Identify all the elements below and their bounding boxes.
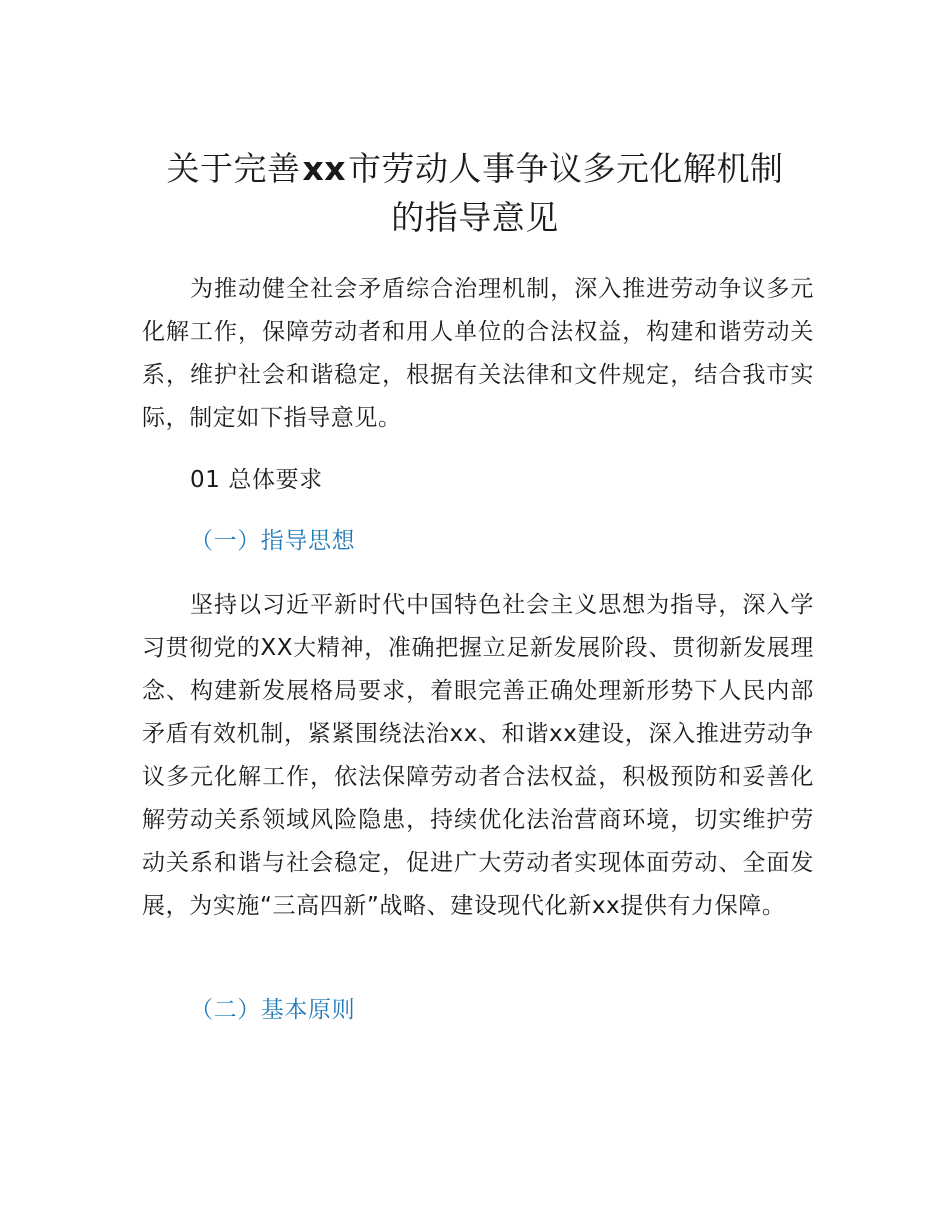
guiding-ideology-paragraph: 坚持以习近平新时代中国特色社会主义思想为指导，深入学习贯彻党的XX大精神，准确把握立足新发展阶段、贯彻新发展理念、构建新发展格局要求，着眼完善正确处理新形势下人民内部矛盾有效机制，紧紧围绕法治xx、和谐xx建设，深入推进劳动争议多元化解工作，依法保障劳动者合法权益，积极预防和妥善化解劳动关系领域风险隐患，持续优化法治营商环境，切实维护劳动关系和谐与社会稳定，促进广大劳动者实现体面劳动、全面发展，为实施“三高四新”战略、建设现代化新xx提供有力保障。 [142, 592, 814, 919]
document-title-line2: 的指导意见 [391, 198, 559, 237]
subsection-heading-basic-principles: （二）基本原则 [190, 997, 356, 1023]
subsection-heading-guiding-ideology: （一）指导思想 [190, 528, 356, 554]
document-title-line1 [100, 145, 850, 193]
title-placeholder-xx: xx [302, 149, 347, 188]
intro-paragraph: 为推动健全社会矛盾综合治理机制，深入推进劳动争议多元化解工作，保障劳动者和用人单位的合法权益，构建和谐劳动关系，维护社会和谐稳定，根据有关法律和文件规定，结合我市实际，制定如下指导意见。 [142, 276, 814, 431]
section-heading: 01 总体要求 [190, 467, 323, 493]
title-text-part1: 关于完善 [166, 149, 301, 188]
title-text-part2: 市劳动人事争议多元化解机制 [348, 149, 784, 188]
